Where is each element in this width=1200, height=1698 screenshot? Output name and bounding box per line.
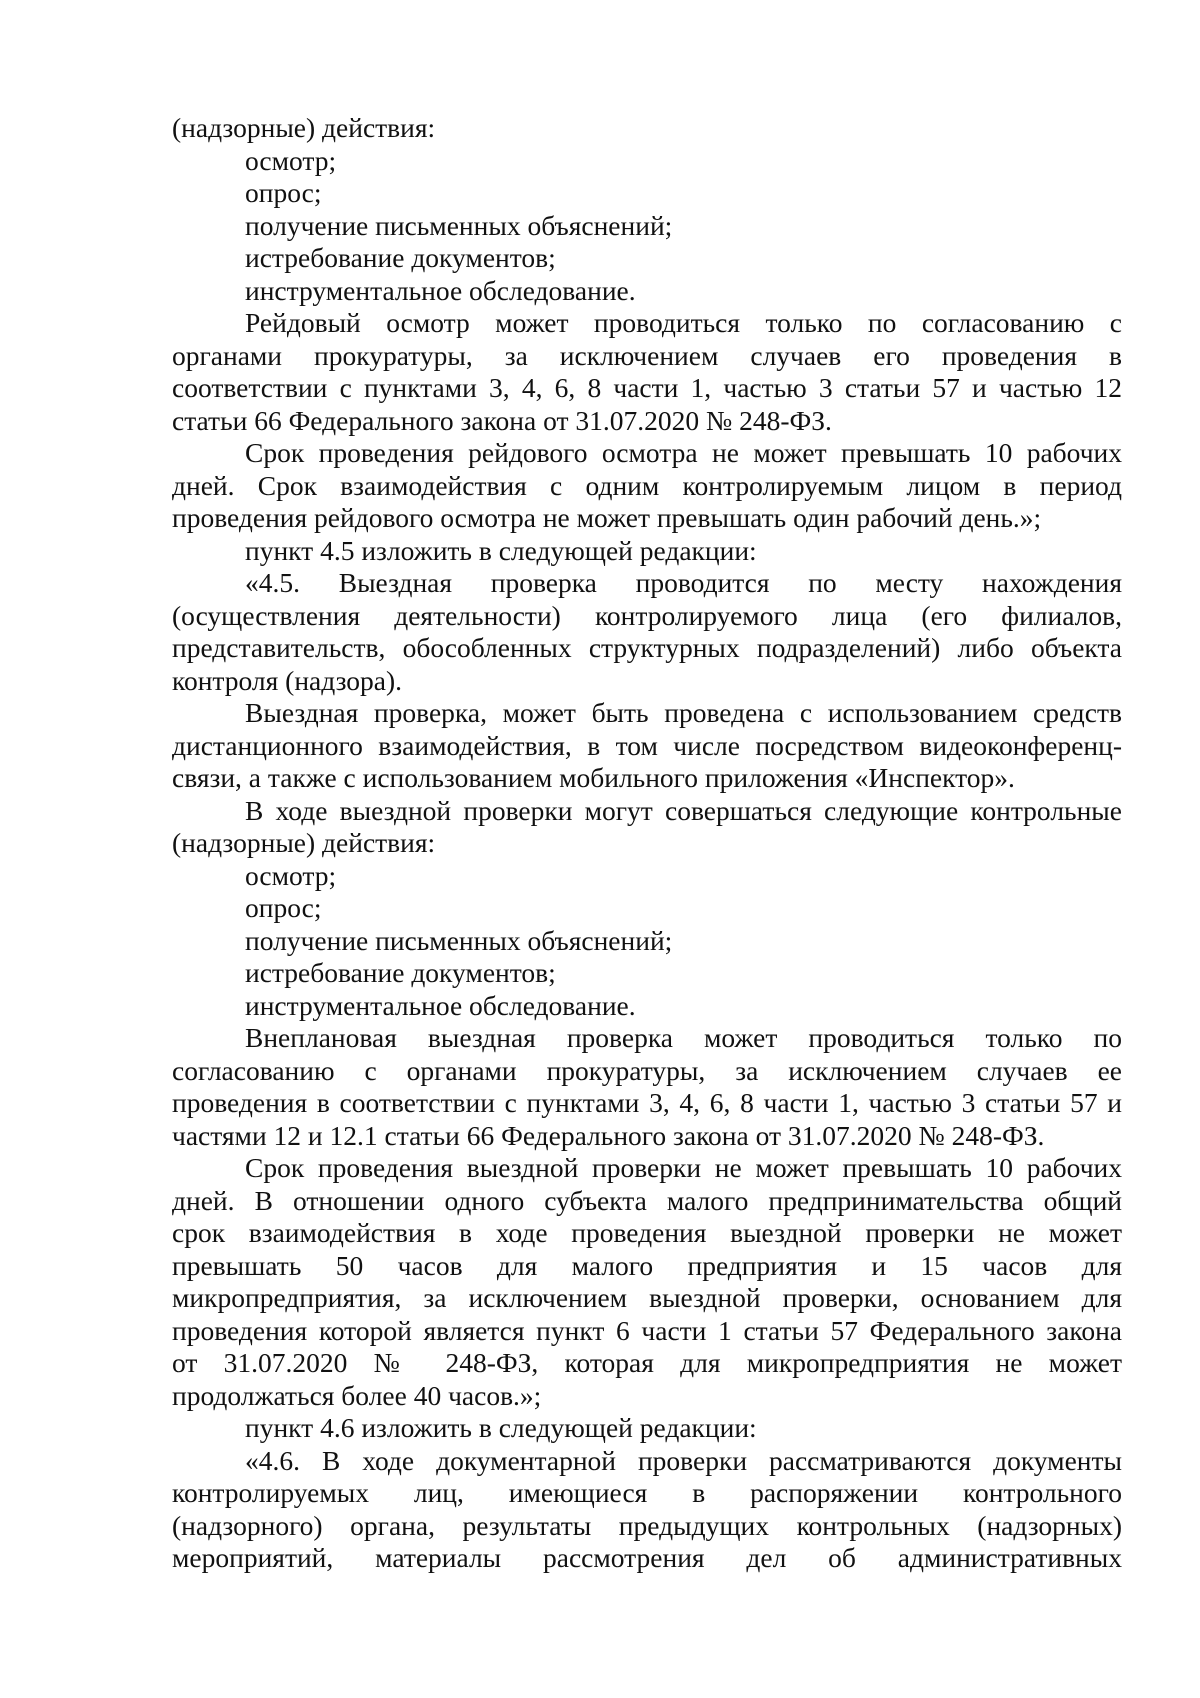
- text-line: микропредприятия, за исключением выездной проверки, основанием для: [172, 1282, 1122, 1313]
- text-line: Рейдовый осмотр может проводиться только по согласованию с: [245, 307, 1122, 338]
- text-line: органами прокуратуры, за исключением случаев его проведения в: [172, 339, 1122, 371]
- text-line: истребование документов;: [245, 242, 556, 273]
- text-line: получение письменных объяснений;: [245, 209, 673, 241]
- text-line: истребование документов;: [245, 957, 556, 988]
- text-line: осмотр;: [245, 144, 337, 176]
- text-line: Внеплановая выездная проверка может проводиться только по: [245, 1022, 1122, 1053]
- text-line: дней. Срок взаимодействия с одним контролируемым лицом в период: [172, 469, 1122, 501]
- text-line: мероприятий, материалы рассмотрения дел об административных: [172, 1542, 1122, 1573]
- text-line: опрос;: [245, 892, 322, 923]
- text-line: «4.6. В ходе документарной проверки рассматриваются документы: [245, 1444, 1122, 1476]
- text-line: В ходе выездной проверки могут совершаться следующие контрольные: [245, 794, 1122, 826]
- text-line: инструментальное обследование.: [245, 989, 636, 1021]
- text-line: Срок проведения рейдового осмотра не может превышать 10 рабочих: [245, 437, 1122, 468]
- text-line: осмотр;: [245, 859, 337, 891]
- text-line: (надзорные) действия:: [172, 827, 436, 858]
- text-line: опрос;: [245, 177, 322, 208]
- text-line: продолжаться более 40 часов.»;: [172, 1379, 542, 1411]
- text-line: частями 12 и 12.1 статьи 66 Федерального закона от 31.07.2020 № 248-ФЗ.: [172, 1119, 1045, 1151]
- document-body: [172, 112, 1122, 1575]
- text-line: получение письменных объяснений;: [245, 924, 673, 956]
- text-line: проведения в соответствии с пунктами 3, 4, 6, 8 части 1, частью 3 статьи 57 и: [172, 1087, 1122, 1118]
- text-line: инструментальное обследование.: [245, 274, 636, 306]
- text-line: превышать 50 часов для малого предприятия и 15 часов для: [172, 1249, 1122, 1281]
- text-line: (надзорные) действия:: [172, 112, 436, 143]
- text-line: проведения которой является пункт 6 части 1 статьи 57 Федерального закона: [172, 1314, 1122, 1346]
- text-line: Срок проведения выездной проверки не может превышать 10 рабочих: [245, 1152, 1122, 1183]
- text-line: контроля (надзора).: [172, 664, 403, 696]
- text-line: контролируемых лиц, имеющиеся в распоряжении контрольного: [172, 1477, 1122, 1508]
- text-line: проведения рейдового осмотра не может превышать один рабочий день.»;: [172, 502, 1042, 533]
- text-line: связи, а также с использованием мобильного приложения «Инспектор».: [172, 762, 1015, 793]
- text-line: согласованию с органами прокуратуры, за исключением случаев ее: [172, 1054, 1122, 1086]
- text-line: дней. В отношении одного субъекта малого предпринимательства общий: [172, 1184, 1122, 1216]
- text-line: «4.5. Выездная проверка проводится по месту нахождения: [245, 567, 1122, 598]
- text-line: срок взаимодействия в ходе проведения выездной проверки не может: [172, 1217, 1122, 1248]
- text-line: Выездная проверка, может быть проведена с использованием средств: [245, 697, 1122, 728]
- text-line: статьи 66 Федерального закона от 31.07.2020 № 248-ФЗ.: [172, 404, 832, 436]
- text-line: дистанционного взаимодействия, в том числе посредством видеоконференц-: [172, 729, 1122, 761]
- text-line: (надзорного) органа, результаты предыдущих контрольных (надзорных): [172, 1509, 1122, 1541]
- text-line: представительств, обособленных структурных подразделений) либо объекта: [172, 632, 1122, 663]
- text-line: пункт 4.5 изложить в следующей редакции:: [245, 534, 757, 566]
- text-line: пункт 4.6 изложить в следующей редакции:: [245, 1412, 757, 1443]
- text-line: от 31.07.2020 № 248-ФЗ, которая для микропредприятия не может: [172, 1347, 1122, 1378]
- text-line: соответствии с пунктами 3, 4, 6, 8 части 1, частью 3 статьи 57 и частью 12: [172, 372, 1122, 403]
- text-line: (осуществления деятельности) контролируемого лица (его филиалов,: [172, 599, 1122, 631]
